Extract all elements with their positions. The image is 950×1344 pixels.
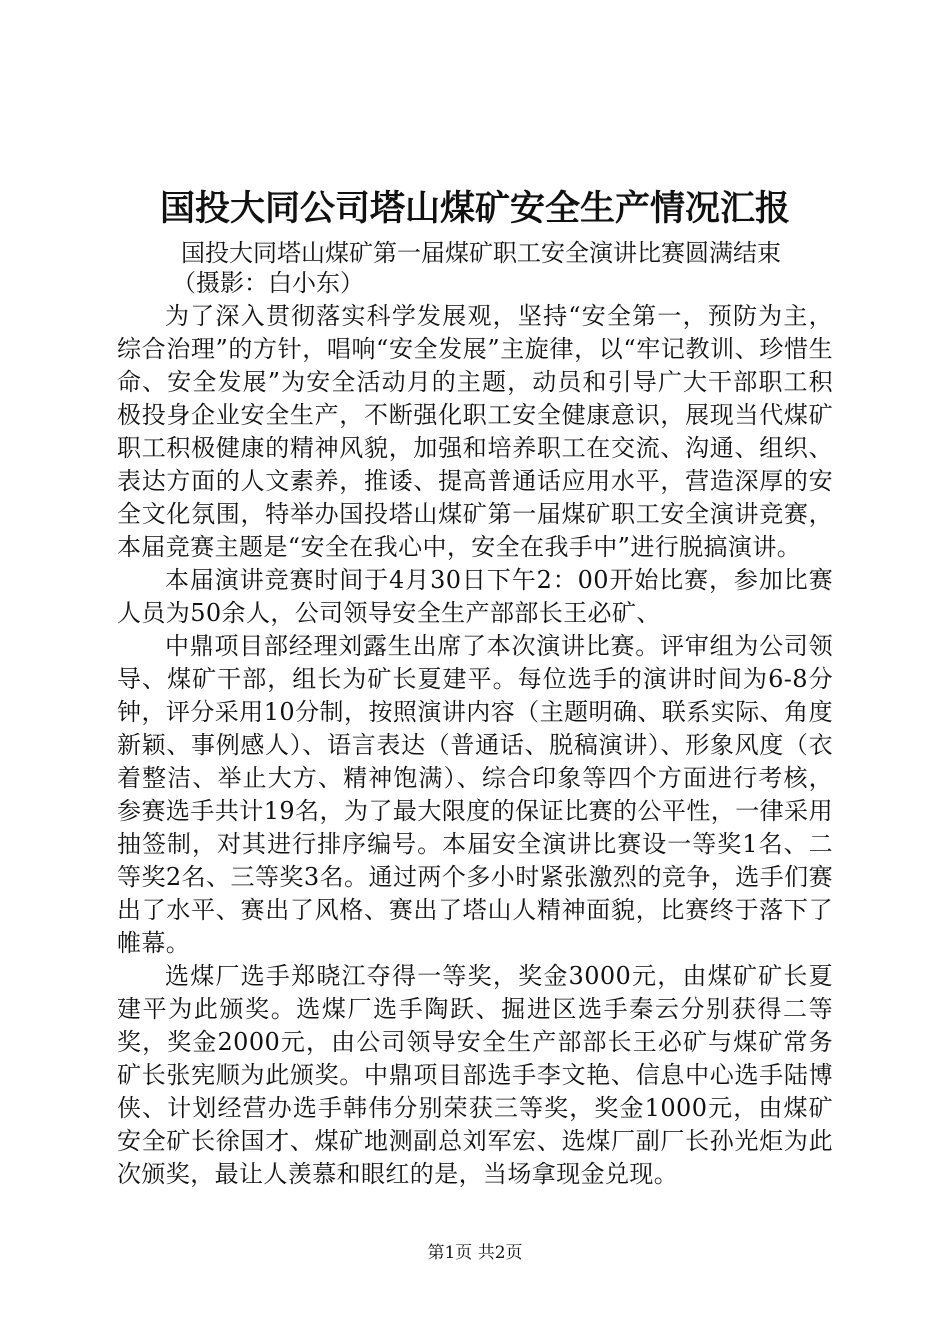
paragraph-3: 中鼎项目部经理刘露生出席了本次演讲比赛。评审组为公司领导、煤矿干部，组长为矿长夏建平。每位选手的演讲时间为6-8分钟，评分采用10分制，按照演讲内容（主题明确、联系实际、角度新颖、事例感人）、语言表达（普通话、脱稿演讲）、形象风度（衣着整洁、举止大方、精神饱满）、综合印象等四个方面进行考核，参赛选手共计19名，为了最大限度的保证比赛的公平性，一律采用抽签制，对其进行排序编号。本届安全演讲比赛设一等奖1名、二等奖2名、三等奖3名。通过两个多小时紧张激烈的竞争，选手们赛出了水平、赛出了风格、赛出了塔山人精神面貌，比赛终于落下了帷幕。	[117, 632, 833, 957]
page-number: 第1页 共2页	[427, 1243, 523, 1263]
document-title: 国投大同公司塔山煤矿安全生产情况汇报	[159, 188, 790, 229]
document-body	[117, 300, 833, 1191]
paragraph-4: 选煤厂选手郑晓江夺得一等奖，奖金3000元，由煤矿矿长夏建平为此颁奖。选煤厂选手陶跃、掘进区选手秦云分别获得二等奖，奖金2000元，由公司领导安全生产部部长王必矿与煤矿常务矿长张宪顺为此颁奖。中鼎项目部选手李文艳、信息中心选手陆博侠、计划经营办选手韩伟分别荣获三等奖，奖金1000元，由煤矿安全矿长徐国才、煤矿地测副总刘军宏、选煤厂副厂长孙光炬为此次颁奖，最让人羡慕和眼红的是，当场拿现金兑现。	[117, 962, 833, 1188]
document-subtitle: 国投大同塔山煤矿第一届煤矿职工安全演讲比赛圆满结束	[181, 239, 781, 267]
paragraph-1: 为了深入贯彻落实科学发展观，坚持“安全第一，预防为主，综合治理”的方针，唱响“安全发展”主旋律，以“牢记教训、珍惜生命、安全发展”为安全活动月的主题，动员和引导广大干部职工积极投身企业安全生产，不断强化职工安全健康意识，展现当代煤矿职工积极健康的精神风貌，加强和培养职工在交流、沟通、组织、表达方面的人文素养，推诿、提高普通话应用水平，营造深厚的安全文化氛围，特举办国投塔山煤矿第一届煤矿职工安全演讲竞赛，本届竞赛主题是“安全在我心中，安全在我手中”进行脱搞演讲。	[117, 302, 833, 561]
photo-credit: （摄影：白小东）	[172, 269, 364, 297]
paragraph-2: 本届演讲竞赛时间于4月30日下午2：00开始比赛，参加比赛人员为50余人，公司领导安全生产部部长王必矿、	[117, 566, 833, 627]
